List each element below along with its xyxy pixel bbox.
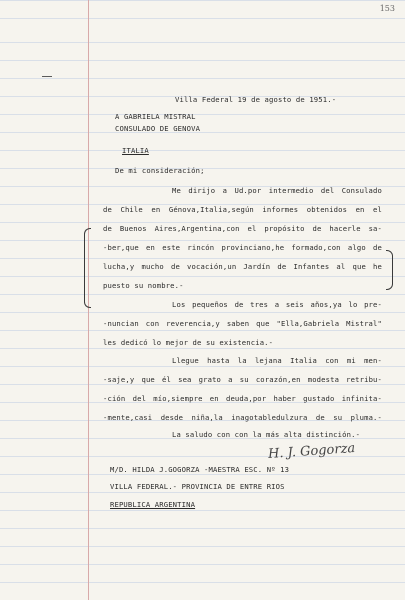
margin-bracket-left: [84, 228, 91, 308]
margin-bracket-right: [386, 250, 393, 290]
body-line: -mente,casi desde niña,la inagotabledulzura de su pluma.-: [103, 413, 382, 422]
recipient-name: A GABRIELA MISTRAL: [115, 112, 196, 121]
body-line: Los pequeños de tres a seis años,ya lo pre-: [172, 300, 382, 309]
page-number: 153: [379, 4, 395, 13]
body-line: de Buenos Aires,Argentina,con el propósito de hacerle sa-: [103, 224, 382, 233]
body-line: de Chile en Génova,Italia,según informes obtenidos en el: [103, 205, 382, 214]
sender-town: VILLA FEDERAL.- PROVINCIA DE ENTRE RIOS: [110, 482, 285, 491]
body-line: -ción del mío,siempre en deuda,por haber gustado infinita-: [103, 394, 382, 403]
recipient-office: CONSULADO DE GENOVA: [115, 124, 201, 133]
body-line: puesto su nombre.-: [103, 281, 184, 290]
body-line: -saje,y que él sea grato a su corazón,en modesta retribu-: [103, 375, 382, 384]
body-line: les dedicó lo mejor de su existencia.-: [103, 338, 274, 347]
body-line: La saludo con con la más alta distinción.-: [172, 430, 361, 439]
recipient-country: ITALIA: [122, 146, 149, 155]
sender-name: M/D. HILDA J.GOGORZA -MAESTRA ESC. Nº 13: [110, 465, 290, 474]
handwritten-signature: H. J. Gogorza: [267, 440, 356, 463]
salutation: De mi consideración;: [115, 166, 205, 175]
ink-mark: [42, 76, 52, 77]
date-line: Villa Federal 19 de agosto de 1951.-: [175, 95, 337, 104]
sender-country: REPUBLICA ARGENTINA: [110, 500, 196, 509]
body-line: -ber,que en este rincón provinciano,he formado,con algo de: [103, 243, 382, 252]
body-line: lucha,y mucho de vocación,un Jardín de Infantes al que he: [103, 262, 382, 271]
body-line: Llegue hasta la lejana Italia con mi men-: [172, 356, 382, 365]
body-line: -nuncian con reverencia,y saben que "Ella,Gabriela Mistral": [103, 319, 382, 328]
body-line: Me dirijo a Ud.por intermedio del Consulado: [172, 186, 382, 195]
